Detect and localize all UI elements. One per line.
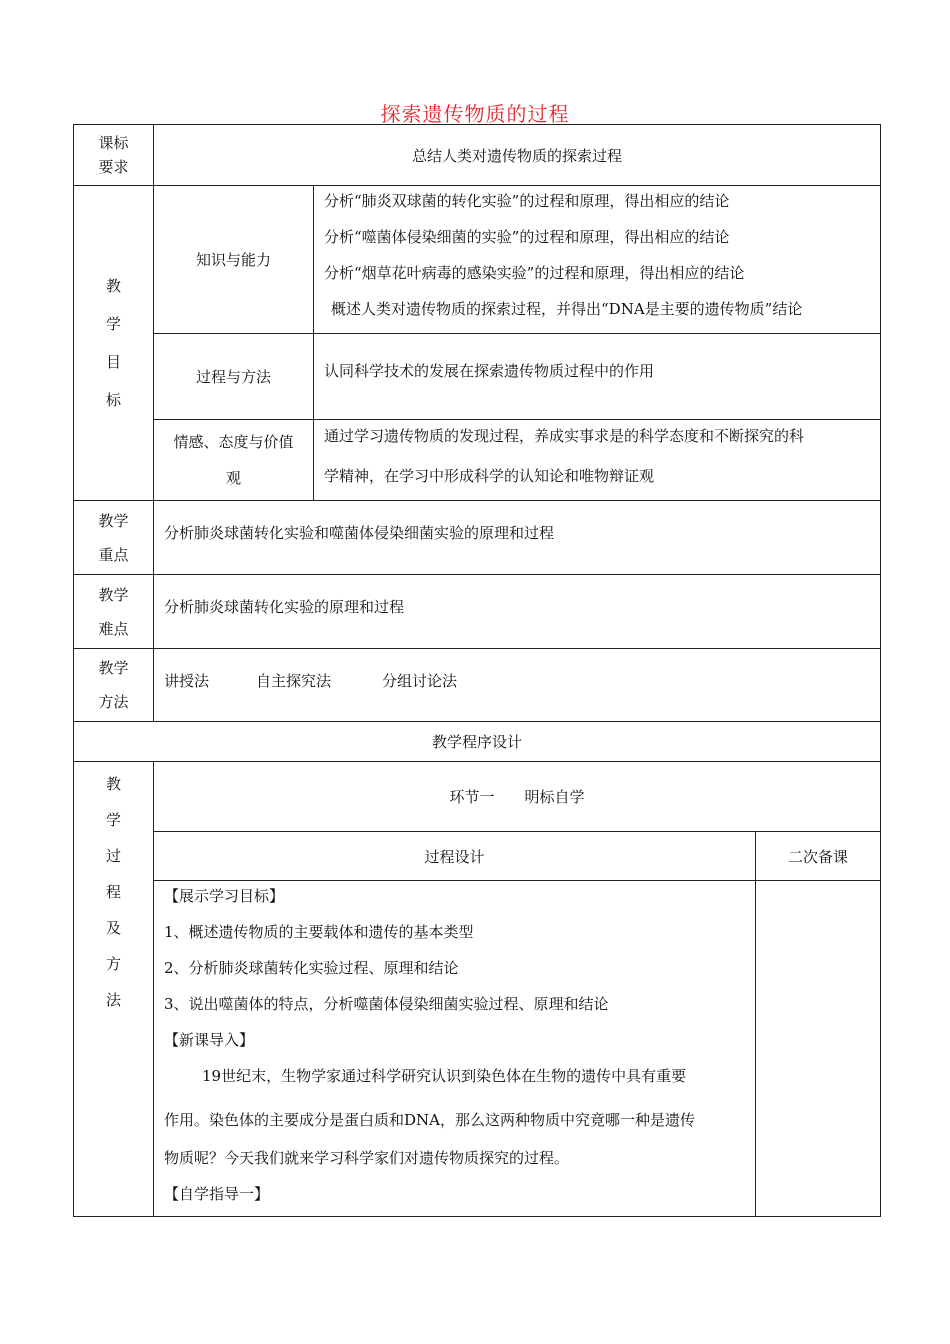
- show-goals-heading: 【展示学习目标】: [164, 887, 285, 905]
- stage-title: 环节一: [449, 788, 495, 806]
- emotion-label-line1: 情感、态度与价值: [173, 433, 294, 451]
- stage-header-cell: [153, 761, 881, 832]
- difficulties-content-cell: [153, 574, 881, 649]
- emotion-content-line2: 学精神，在学习中形成科学的认知论和唯物辩证观: [324, 467, 655, 485]
- knowledge-item: 分析“肺炎双球菌的转化实验”的过程和原理，得出相应的结论: [324, 192, 730, 210]
- prep-column-label: 二次备课: [787, 847, 848, 866]
- objectives-label-char: 标: [105, 391, 121, 409]
- method-item: 讲授法: [164, 672, 210, 690]
- difficulties-label-line2: 难点: [98, 619, 129, 638]
- objectives-label-char: 目: [105, 353, 121, 371]
- intro-line: 作用。染色体的主要成分是蛋白质和DNA，那么这两种物质中究竟哪一种是遗传: [164, 1111, 695, 1129]
- method-item: 分组讨论法: [382, 672, 458, 690]
- emotion-label-line2: 观: [225, 469, 241, 487]
- intro-line: 物质呢？今天我们就来学习科学家们对遗传物质探究的过程。: [164, 1149, 570, 1167]
- process-section-label-char: 学: [105, 811, 121, 829]
- prep-content-cell: [755, 880, 881, 1217]
- process-label-cell: [153, 333, 314, 420]
- knowledge-content-cell: [313, 185, 881, 334]
- curriculum-label-line1: 课标: [98, 134, 129, 152]
- curriculum-label-cell: [73, 124, 154, 186]
- process-section-label-char: 过: [105, 847, 121, 865]
- program-design-cell: [73, 721, 881, 762]
- program-design-title: 教学程序设计: [431, 733, 522, 751]
- key-points-content: 分析肺炎球菌转化实验和噬菌体侵染细菌实验的原理和过程: [164, 524, 555, 542]
- emotion-label-cell: [153, 419, 314, 501]
- difficulties-label-line1: 教学: [98, 585, 129, 604]
- key-points-label-line1: 教学: [98, 511, 129, 530]
- process-label: 过程与方法: [195, 368, 271, 386]
- document-title: 探索遗传物质的过程: [380, 102, 570, 126]
- intro-heading: 【新课导入】: [164, 1031, 255, 1049]
- process-section-label-char: 及: [105, 919, 121, 937]
- design-column-label: 过程设计: [424, 847, 485, 866]
- knowledge-item: 概述人类对遗传物质的探索过程，并得出“DNA是主要的遗传物质”结论: [331, 300, 803, 318]
- intro-line: 19世纪末，生物学家通过科学研究认识到染色体在生物的遗传中具有重要: [202, 1067, 687, 1085]
- process-section-label-char: 教: [105, 775, 121, 793]
- self-study-heading: 【自学指导一】: [164, 1185, 270, 1203]
- design-column-header: [153, 831, 756, 881]
- methods-label-line1: 教学: [98, 659, 129, 677]
- objectives-label-char: 学: [105, 315, 121, 333]
- methods-label-cell: [73, 648, 154, 722]
- knowledge-label: 知识与能力: [195, 251, 271, 269]
- objectives-label-cell: [73, 185, 154, 501]
- process-content: 认同科学技术的发展在探索遗传物质过程中的作用: [324, 362, 655, 380]
- knowledge-label-cell: [153, 185, 314, 334]
- emotion-content-line1: 通过学习遗传物质的发现过程，养成实事求是的科学态度和不断探究的科: [324, 427, 805, 445]
- key-points-label-line2: 重点: [98, 545, 129, 564]
- curriculum-content: 总结人类对遗传物质的探索过程: [411, 146, 622, 165]
- prep-column-header: [755, 831, 881, 881]
- key-points-content-cell: [153, 500, 881, 575]
- methods-label-line2: 方法: [98, 693, 129, 711]
- curriculum-content-cell: [153, 124, 881, 186]
- difficulties-content: 分析肺炎球菌转化实验的原理和过程: [164, 598, 405, 616]
- process-section-label-char: 法: [105, 991, 121, 1009]
- process-section-label-char: 程: [105, 883, 121, 901]
- process-section-label-char: 方: [105, 955, 121, 973]
- goal-item: 1、概述遗传物质的主要载体和遗传的基本类型: [164, 923, 474, 941]
- design-content-cell: [153, 880, 756, 1217]
- difficulties-label-cell: [73, 574, 154, 649]
- knowledge-item: 分析“烟草花叶病毒的感染实验”的过程和原理，得出相应的结论: [324, 264, 745, 282]
- goal-item: 2、分析肺炎球菌转化实验过程、原理和结论: [164, 959, 459, 977]
- method-item: 自主探究法: [256, 672, 332, 690]
- emotion-content-cell: [313, 419, 881, 501]
- knowledge-item: 分析“噬菌体侵染细菌的实验”的过程和原理，得出相应的结论: [324, 228, 730, 246]
- stage-name: 明标自学: [524, 788, 585, 806]
- methods-content-cell: [153, 648, 881, 722]
- curriculum-label-line2: 要求: [98, 158, 129, 176]
- process-content-cell: [313, 333, 881, 420]
- key-points-label-cell: [73, 500, 154, 575]
- objectives-label-char: 教: [105, 277, 121, 295]
- goal-item: 3、说出噬菌体的特点，分析噬菌体侵染细菌实验过程、原理和结论: [164, 995, 609, 1013]
- process-section-label-cell: [73, 761, 154, 1217]
